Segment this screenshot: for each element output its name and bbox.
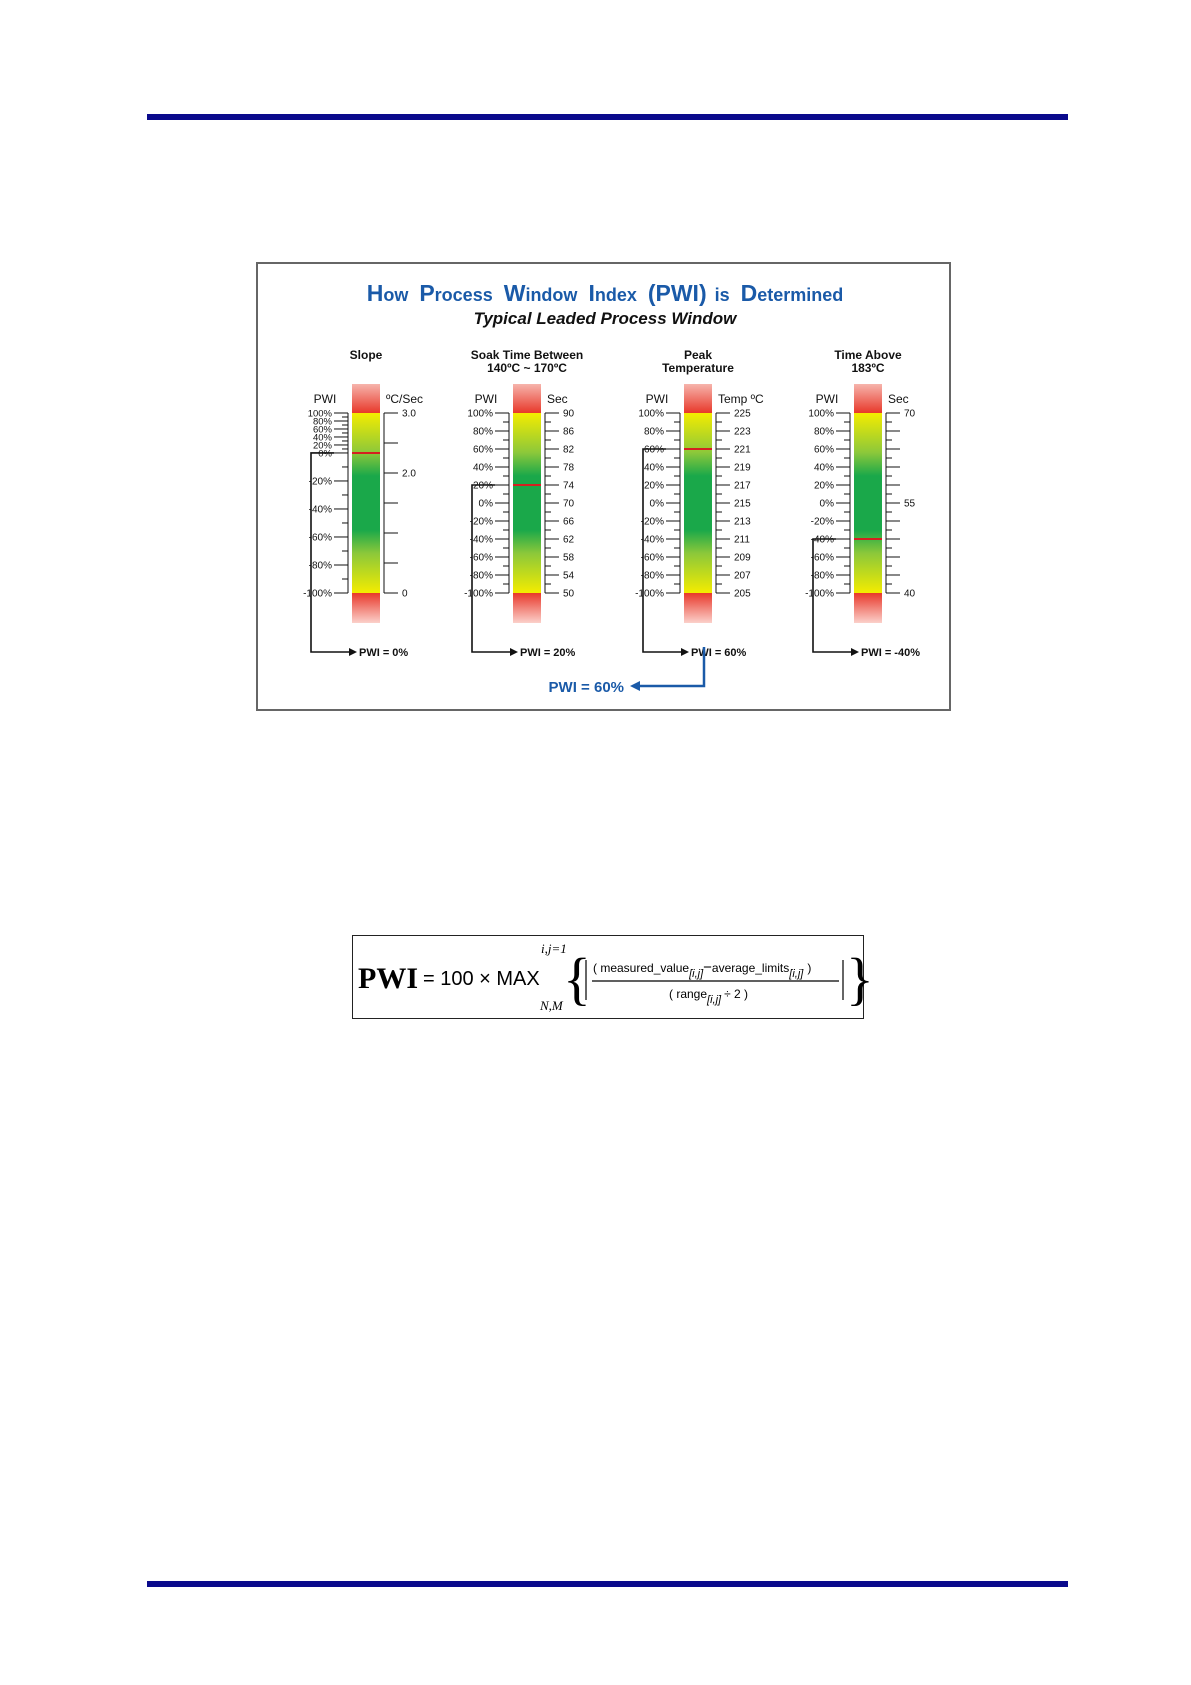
- result-path: [640, 449, 683, 652]
- title-rest: etermined: [757, 285, 844, 305]
- gauge-bar: [352, 413, 380, 593]
- title-rest: indow: [525, 285, 578, 305]
- right-tick-label: 2.0: [402, 468, 416, 480]
- pwi-tick-label: 80%: [813, 426, 834, 438]
- pwi-tick-label: -20%: [308, 476, 332, 488]
- gauge-3: [635, 348, 764, 659]
- pwi-tick-label: 0%: [478, 498, 493, 510]
- gauge-title-line: 183ºC: [851, 361, 885, 375]
- pwi-tick-label: 60%: [813, 444, 834, 456]
- formula-minus: −: [703, 959, 712, 976]
- red-zone-top: [684, 384, 712, 413]
- right-tick-label: 62: [563, 534, 575, 546]
- pwi-tick-label: -20%: [640, 516, 664, 528]
- gauge-title-line: Time Above: [834, 348, 902, 362]
- right-tick-label: 70: [904, 408, 916, 420]
- title-cap: I: [588, 280, 595, 306]
- pwi-tick-label: 40%: [312, 432, 332, 444]
- formula-upper-index: i,j=1: [541, 941, 567, 956]
- pwi-tick-label: 20%: [472, 480, 493, 492]
- bottom-rule: [147, 1581, 1068, 1587]
- pwi-tick-label: -100%: [635, 588, 664, 600]
- right-tick-label: 0: [402, 588, 408, 600]
- right-tick-label: 50: [563, 588, 575, 600]
- gauge-4: [805, 348, 920, 659]
- final-result-arrowhead: [630, 681, 640, 691]
- right-tick-label: 211: [734, 534, 750, 546]
- result-arrowhead: [851, 648, 859, 656]
- pwi-tick-label: 100%: [467, 408, 493, 420]
- formula-denominator-sub: [i,j]: [707, 994, 722, 1006]
- right-tick-label: 225: [734, 408, 751, 420]
- gauge-title-line: Slope: [349, 348, 383, 362]
- gauge-bar: [684, 413, 712, 593]
- title-rest: is: [714, 285, 730, 305]
- gauge-bar: [854, 413, 882, 593]
- right-tick-label: 213: [734, 516, 751, 528]
- title-cap: W: [503, 280, 526, 306]
- right-tick-label: 221: [734, 444, 751, 456]
- pwi-tick-label: 80%: [643, 426, 664, 438]
- pwi-tick-label: -80%: [308, 560, 332, 572]
- right-tick-label: 215: [734, 498, 751, 510]
- pwi-tick-label: -20%: [469, 516, 493, 528]
- gauge-title-line: 140ºC ~ 170ºC: [487, 361, 567, 375]
- red-zone-top: [352, 384, 380, 413]
- title-rest: ow: [383, 285, 409, 305]
- red-zone-bottom: [352, 593, 380, 623]
- formula-numerator: [593, 959, 811, 980]
- title-cap: (PWI): [647, 280, 707, 306]
- result-path: [469, 485, 512, 652]
- pwi-tick-label: -40%: [308, 504, 332, 516]
- formula-numerator-a: ( measured_value: [593, 961, 690, 975]
- pwi-tick-label: -100%: [805, 588, 834, 600]
- pwi-tick-label: -60%: [469, 552, 493, 564]
- right-tick-label: 217: [734, 480, 751, 492]
- formula-right-brace: }: [846, 946, 874, 1011]
- red-zone-bottom: [854, 593, 882, 623]
- formula-lower-index: N,M: [540, 998, 563, 1013]
- title-cap: H: [366, 280, 384, 306]
- red-zone-bottom: [513, 593, 541, 623]
- gauge-left-header: PWI: [474, 392, 498, 406]
- pwi-formula-canvas: [353, 936, 874, 1020]
- pwi-tick-label: -100%: [464, 588, 493, 600]
- pwi-tick-label: 60%: [312, 424, 332, 436]
- formula-denominator-tail: ÷ 2 ): [724, 987, 749, 1001]
- right-tick-label: 70: [563, 498, 575, 510]
- gauge-right-header: Temp ºC: [718, 392, 764, 406]
- right-tick-label: 86: [563, 426, 575, 438]
- right-tick-label: 40: [904, 588, 916, 600]
- pwi-tick-label: 20%: [813, 480, 834, 492]
- formula-left-brace: {: [563, 946, 591, 1011]
- right-tick-label: 205: [734, 588, 751, 600]
- pwi-tick-label: 80%: [472, 426, 493, 438]
- formula-numerator-close: ): [807, 961, 812, 975]
- title-rest: ndex: [594, 285, 637, 305]
- pwi-tick-label: -80%: [640, 570, 664, 582]
- result-arrowhead: [681, 648, 689, 656]
- red-zone-top: [513, 384, 541, 413]
- pwi-tick-label: 60%: [643, 444, 664, 456]
- right-tick-label: 78: [563, 462, 575, 474]
- pwi-tick-label: -80%: [469, 570, 493, 582]
- formula-numerator-b: average_limits: [711, 961, 790, 975]
- gauge-right-header: Sec: [547, 392, 568, 406]
- top-rule: [147, 114, 1068, 120]
- pwi-diagram: [256, 262, 951, 711]
- gauge-2: [464, 348, 583, 659]
- pwi-tick-label: 40%: [472, 462, 493, 474]
- right-tick-label: 3.0: [402, 408, 416, 420]
- right-tick-label: 66: [563, 516, 575, 528]
- pwi-tick-label: 100%: [638, 408, 664, 420]
- pwi-tick-label: -60%: [640, 552, 664, 564]
- right-tick-label: 219: [734, 462, 751, 474]
- gauge-left-header: PWI: [313, 392, 337, 406]
- final-result-label: PWI = 60%: [548, 679, 624, 696]
- pwi-tick-label: 0%: [649, 498, 664, 510]
- right-tick-label: 90: [563, 408, 575, 420]
- gauge-result-label: PWI = 20%: [520, 647, 576, 659]
- pwi-tick-label: -40%: [640, 534, 664, 546]
- pwi-tick-label: 0%: [819, 498, 834, 510]
- right-tick-label: 209: [734, 552, 751, 564]
- pwi-tick-label: 100%: [808, 408, 834, 420]
- diagram-title: [367, 280, 844, 306]
- gauge-title-line: Soak Time Between: [470, 348, 584, 362]
- formula-numerator-b-sub: [i,j]: [789, 968, 804, 980]
- result-arrowhead: [510, 648, 518, 656]
- gauge-result-label: PWI = 60%: [691, 647, 747, 659]
- pwi-tick-label: -100%: [303, 588, 332, 600]
- gauge-result-label: PWI = -40%: [861, 647, 920, 659]
- red-zone-bottom: [684, 593, 712, 623]
- pwi-tick-label: -40%: [810, 534, 834, 546]
- pwi-diagram-canvas: [258, 264, 953, 713]
- right-tick-label: 223: [734, 426, 751, 438]
- gauge-title-line: Peak: [683, 348, 713, 362]
- pwi-formula: [352, 935, 874, 1019]
- pwi-tick-label: 20%: [312, 440, 332, 452]
- pwi-tick-label: -40%: [469, 534, 493, 546]
- pwi-tick-label: -80%: [810, 570, 834, 582]
- pwi-tick-label: 60%: [472, 444, 493, 456]
- pwi-tick-label: 0%: [318, 448, 332, 460]
- gauge-bar: [513, 413, 541, 593]
- right-tick-label: 58: [563, 552, 575, 564]
- title-rest: rocess: [434, 285, 493, 305]
- pwi-tick-label: -60%: [308, 532, 332, 544]
- pwi-tick-label: 40%: [643, 462, 664, 474]
- red-zone-top: [854, 384, 882, 413]
- gauge-title-line: Temperature: [662, 361, 734, 375]
- right-tick-label: 82: [563, 444, 575, 456]
- formula-eq: = 100 × MAX: [423, 968, 540, 990]
- pwi-tick-label: -20%: [810, 516, 834, 528]
- pwi-tick-label: 80%: [312, 416, 332, 428]
- diagram-subtitle: Typical Leaded Process Window: [473, 309, 737, 328]
- title-cap: D: [740, 280, 758, 306]
- gauge-right-header: Sec: [888, 392, 909, 406]
- formula-denominator: [669, 987, 748, 1006]
- result-arrowhead: [349, 648, 357, 656]
- pwi-tick-label: -60%: [810, 552, 834, 564]
- right-tick-label: 207: [734, 570, 751, 582]
- gauge-left-header: PWI: [815, 392, 839, 406]
- right-tick-label: 54: [563, 570, 575, 582]
- right-tick-label: 55: [904, 498, 916, 510]
- title-cap: P: [419, 280, 435, 306]
- formula-denominator-a: ( range: [669, 987, 708, 1001]
- pwi-tick-label: 20%: [643, 480, 664, 492]
- formula-numerator-a-sub: [i,j]: [689, 968, 704, 980]
- pwi-tick-label: 40%: [813, 462, 834, 474]
- gauge-right-header: ºC/Sec: [386, 392, 424, 406]
- formula-lhs: PWI: [358, 962, 418, 995]
- right-tick-label: 74: [563, 480, 575, 492]
- pwi-tick-label: 100%: [307, 408, 332, 420]
- gauge-result-label: PWI = 0%: [359, 647, 409, 659]
- gauges: [303, 348, 920, 659]
- gauge-left-header: PWI: [645, 392, 669, 406]
- gauge-1: [303, 348, 423, 659]
